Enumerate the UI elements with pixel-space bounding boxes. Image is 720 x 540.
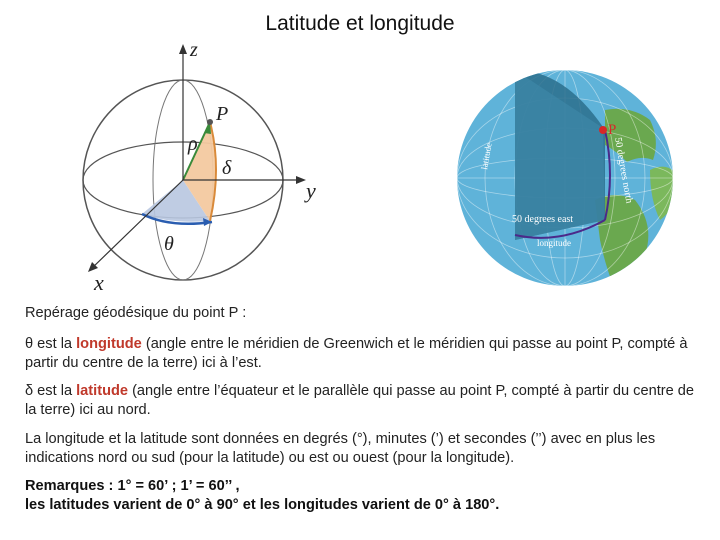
- label-p: P: [216, 103, 229, 125]
- page-title: Latitude et longitude: [265, 12, 455, 35]
- paragraph-intro: Repérage géodésique du point P :: [25, 305, 247, 321]
- longitude-prefix: θ est la: [25, 336, 77, 352]
- longitude-definition: (angle entre le méridien de Greenwich et le méridien qui passe au point P, compté à partir du centre de la terre) ici à l’est.: [25, 336, 688, 371]
- paragraph-remarks: [25, 477, 697, 515]
- label-theta: θ: [164, 233, 174, 255]
- globe-label-latitude: latitude: [479, 142, 494, 171]
- remarks-line-2: les latitudes varient de 0° à 90° et les longitudes varient de 0° à 180°.: [25, 497, 500, 513]
- coordinate-sphere-diagram: [70, 38, 330, 293]
- label-x: x: [94, 270, 104, 293]
- paragraph-longitude: [25, 335, 697, 373]
- label-y: y: [306, 178, 316, 203]
- globe-label-p: P: [608, 122, 617, 138]
- globe-label-latitude-value: 50 degrees north: [612, 136, 635, 205]
- paragraph-latitude: [25, 382, 697, 420]
- latitude-prefix: δ est la: [25, 383, 77, 399]
- globe-point-p: [599, 126, 607, 134]
- longitude-term: longitude: [76, 336, 142, 352]
- globe-illustration: [455, 50, 685, 305]
- remarks-line-1: Remarques : 1° = 60’ ; 1’ = 60’’ ,: [25, 478, 240, 494]
- paragraph-units: La longitude et la latitude sont données en degrés (°), minutes (’) et secondes (’’) avec en plus les indications nord ou sud (pour la latitude) ou est ou ouest (pour la longitude).: [25, 431, 656, 466]
- globe-label-longitude-value: 50 degrees east: [512, 214, 574, 225]
- label-delta: δ: [222, 157, 232, 179]
- globe-label-longitude: longitude: [537, 238, 571, 248]
- point-p: [207, 119, 213, 125]
- label-rho: ρ: [188, 133, 198, 155]
- x-axis: [90, 180, 183, 270]
- z-arrow: [179, 44, 187, 54]
- y-arrow: [296, 176, 306, 184]
- latitude-term: latitude: [76, 383, 129, 399]
- latitude-definition: (angle entre l’équateur et le parallèle qui passe au point P, compté à partir du centre de la terre) ici au nord.: [25, 383, 695, 418]
- label-z: z: [190, 39, 198, 61]
